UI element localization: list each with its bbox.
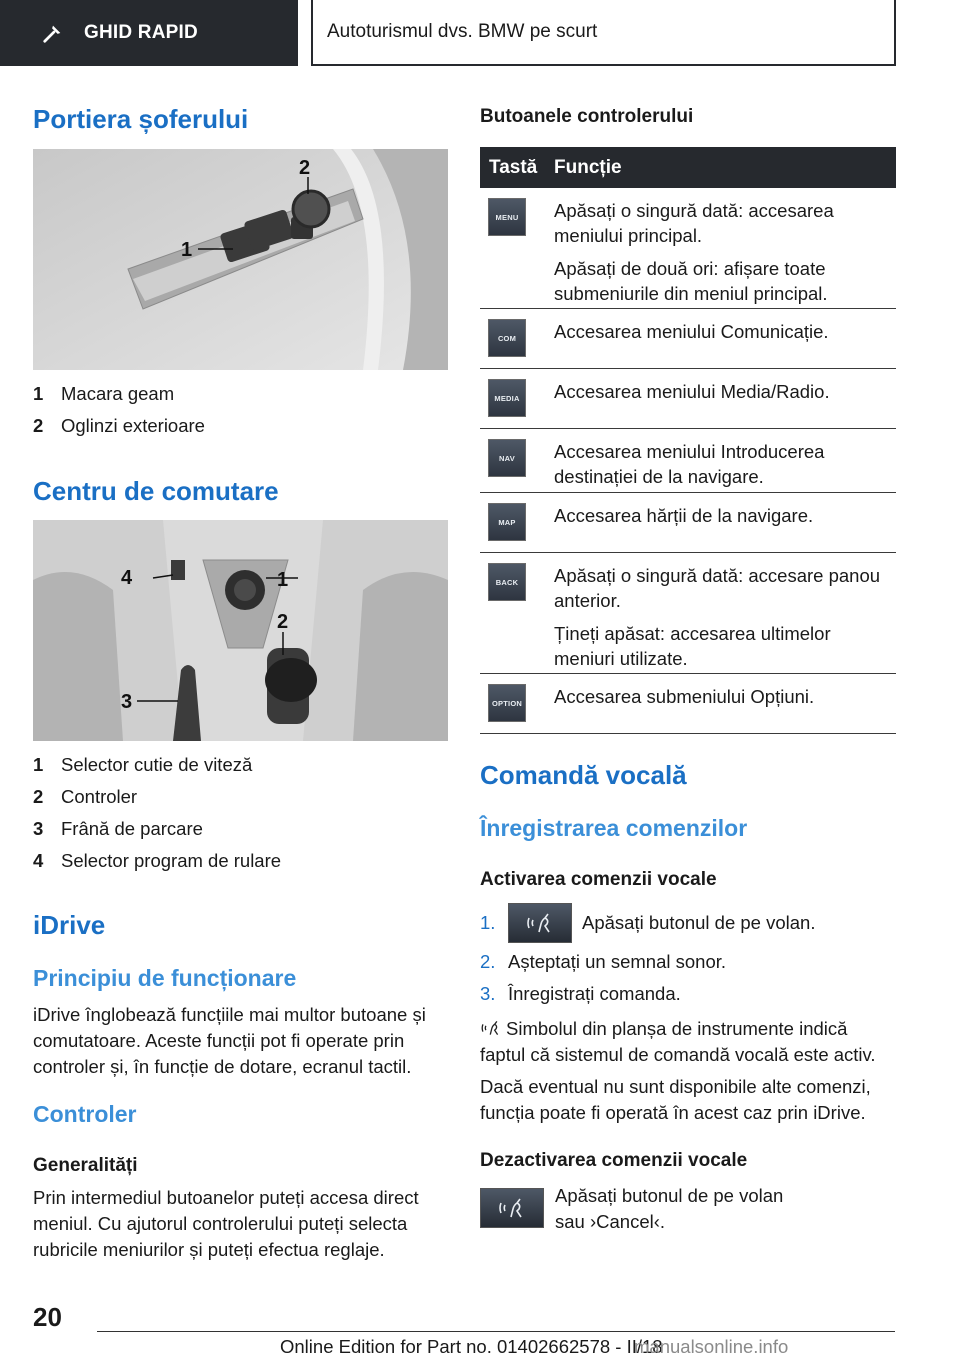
console-callout-1: 1 [277,569,289,591]
menu-key-icon: MENU [488,198,526,236]
page-number: 20 [33,1302,62,1332]
console-legend [33,749,453,877]
voice-title: Comandă vocală [480,760,687,790]
principle-title: Principiu de funcționare [33,965,297,991]
general-title: Generalități [33,1155,138,1176]
controller-title: Controler [33,1101,137,1127]
footer-edition: Online Edition for Part no. 01402662578 - II/18 [280,1336,663,1357]
table-row: OPTION Accesarea submeniului Opțiuni. [480,674,896,734]
deactivate-line-2: sau ›Cancel‹. [555,1211,666,1232]
table-row: MAP Accesarea hărții de la navigare. [480,493,896,553]
list-item: 3. Înregistrați comanda. [480,983,681,1004]
table-row: NAV Accesarea meniului Introducerea destinației de la navigare. [480,429,896,493]
table-row: COM Accesarea meniului Comunicație. [480,309,896,369]
console-photo [33,520,448,741]
idrive-title: iDrive [33,910,106,940]
voice-active-symbol-icon [480,1019,502,1037]
buttons-title: Butoanele controlerului [480,106,694,127]
door-title: Portiera șoferului [33,104,249,134]
wrench-icon [42,22,64,44]
door-photo [33,149,448,370]
center-title: Centru de comutare [33,476,279,506]
door-callout-2: 2 [299,157,311,179]
record-title: Înregistrarea comenzilor [480,815,748,841]
com-key-icon: COM [488,319,526,357]
activation-steps [480,900,900,1010]
door-callout-1: 1 [181,239,193,261]
media-key-icon: MEDIA [488,379,526,417]
table-row: BACK Apăsați o singură dată: accesare panou anterior. Țineți apăsat: accesarea ultimelor meniuri utilizate. [480,553,896,674]
list-item: 1 Macara geam [33,383,175,404]
list-item: 2. Așteptați un semnal sonor. [480,951,727,972]
option-key-icon: OPTION [488,684,526,722]
principle-text: iDrive înglobează funcțiile mai multor butoane și comutatoare. Aceste funcții pot fi operate prin controler și, în funcție de dotare, ecranul tactil. [33,1004,426,1077]
voice-button-icon [480,1188,544,1228]
list-item: 1 Selector cutie de viteză [33,754,253,775]
list-item: 2 Oglinzi exterioare [33,415,205,436]
header-section-label: GHID RAPID [84,22,198,43]
header-function: Funcție [554,156,622,178]
console-callout-4: 4 [121,567,133,589]
footer-watermark: manualsonline.info [634,1336,789,1357]
symbol-note: Simbolul din planșa de instrumente indică faptul că sistemul de comandă vocală este activ. [480,1018,876,1065]
door-legend [33,378,453,442]
activate-title: Activarea comenzii vocale [480,869,717,890]
header-section-tab [0,0,298,66]
list-item: 4 Selector program de rulare [33,850,282,871]
table-header [480,147,896,188]
header-title: Autoturismul dvs. BMW pe scurt [311,0,896,66]
general-text: Prin intermediul butoanelor puteți accesa direct meniul. Cu ajutorul controlerului puteți selecta rubricile meniurilor și puteți efectua reglaje. [33,1187,419,1260]
footer-divider [97,1331,895,1332]
deactivate-title: Dezactivarea comenzii vocale [480,1150,748,1171]
table-row: MENU Apăsați o singură dată: accesarea meniului principal. Apăsați de două ori: afișare toate submeniurile din meniul principal. [480,188,896,309]
buttons-table [480,147,896,734]
list-item: 2 Controler [33,786,138,807]
nav-key-icon: NAV [488,439,526,477]
back-key-icon: BACK [488,563,526,601]
list-item: 1. Apăsați butonul de pe volan. [480,900,900,946]
fallback-note: Dacă eventual nu sunt disponibile alte comenzi, funcția poate fi operată în acest caz prin iDrive. [480,1076,871,1123]
list-item: 3 Frână de parcare [33,818,203,839]
console-callout-2: 2 [277,611,289,633]
voice-button-icon [508,903,572,943]
deactivate-line-1: Apăsați butonul de pe volan [555,1185,784,1206]
console-callout-3: 3 [121,691,133,713]
table-row: MEDIA Accesarea meniului Media/Radio. [480,369,896,429]
header-key: Tastă [489,156,538,178]
map-key-icon: MAP [488,503,526,541]
